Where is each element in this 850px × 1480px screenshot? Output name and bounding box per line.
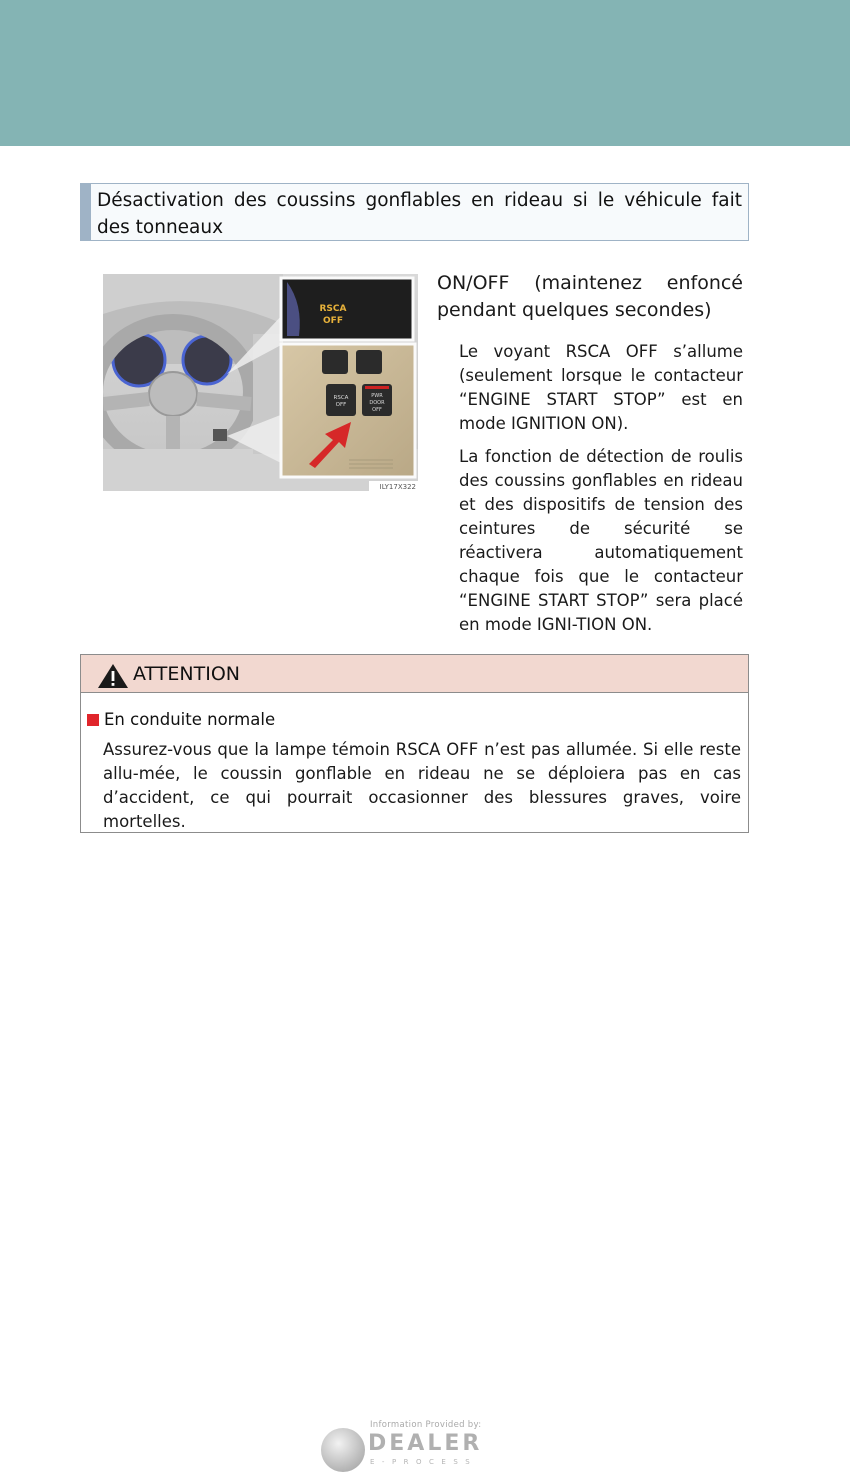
figure-code: ILY17X322: [379, 483, 416, 491]
button-rsca-text-2: OFF: [335, 402, 347, 408]
switch-panel: [281, 344, 415, 477]
attention-header: [81, 655, 748, 693]
footer-provided-text: Information Provided by:: [370, 1420, 482, 1430]
warning-triangle-icon: [97, 663, 129, 689]
attention-subheading-text: En conduite normale: [104, 710, 276, 729]
footer-logo: [318, 1418, 518, 1474]
button-pwr-text-3: OFF: [372, 407, 382, 413]
small-switch-icon: [213, 429, 227, 441]
dashboard-figure: [103, 274, 418, 491]
section-header-bar: [81, 184, 91, 240]
rsca-label-2: OFF: [323, 316, 343, 326]
dashboard-illustration: [103, 274, 418, 491]
attention-box: [80, 654, 749, 833]
footer-brand-sub: E-PROCESS: [370, 1458, 478, 1466]
attention-body: Assurez-vous que la lampe témoin RSCA OFF n’est pas allumée. Si elle reste allu-mée, le coussin gonflable en rideau ne se déploiera pas en cas d’accident, ce qui pourrait occasionner des blessures graves, voire mortelles.: [103, 740, 741, 831]
attention-label: ATTENTION: [133, 663, 240, 685]
button-pwr-text-2: DOOR: [369, 400, 385, 406]
speedometer-button-icon: [356, 350, 382, 374]
instruction-text: ON/OFF (maintenez enfoncé pendant quelques secondes): [437, 272, 743, 321]
drive-mode-button-icon: [322, 350, 348, 374]
note-indicator: Le voyant RSCA OFF s’allume (seulement lorsque le contacteur “ENGINE START STOP” est en mode IGNITION ON).: [459, 342, 743, 433]
rsca-off-indicator: [281, 278, 413, 340]
red-square-bullet-icon: [87, 714, 99, 726]
note-reactivation: La fonction de détection de roulis des coussins gonflables en rideau et des dispositifs de tension des ceintures de sécurité se réactivera automatiquement chaque fois que le contacteur “ENGINE START STOP” sera placé en mode IGNI-TION ON.: [459, 447, 743, 634]
section-title: Désactivation des coussins gonflables en rideau si le véhicule fait des tonneaux: [97, 190, 742, 238]
button-pwr-text-1: PWR: [371, 393, 383, 399]
top-band: [0, 0, 850, 146]
section-header: [80, 183, 749, 241]
button-rsca-text-1: RSCA: [333, 395, 349, 401]
rsca-label-1: RSCA: [319, 304, 347, 314]
footer-brand: DEALER: [368, 1431, 483, 1456]
attention-subheading: [87, 708, 275, 732]
dealer-logo-icon: [321, 1428, 365, 1472]
